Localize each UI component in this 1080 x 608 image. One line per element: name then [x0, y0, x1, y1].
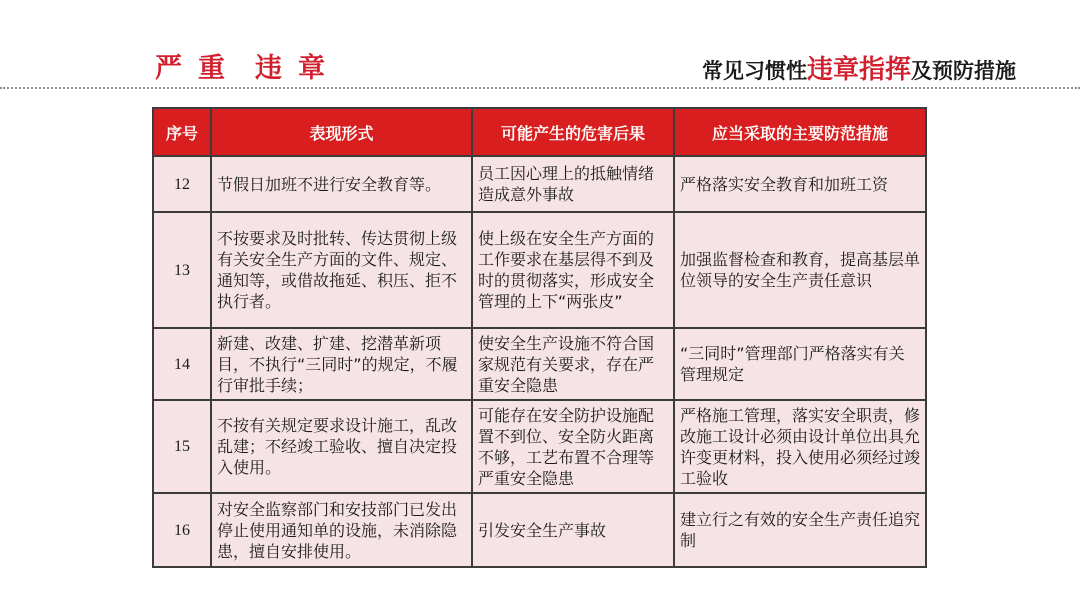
column-header-hazard: 可能产生的危害后果 — [472, 108, 674, 156]
table-row — [153, 156, 926, 212]
row-form: 对安全监察部门和安技部门已发出停止使用通知单的设施，未消除隐患，擅自安排使用。 — [211, 493, 472, 567]
header-divider — [0, 87, 1080, 89]
row-measure: 加强监督检查和教育，提高基层单位领导的安全生产责任意识 — [674, 212, 926, 328]
row-number: 13 — [153, 212, 211, 328]
row-hazard: 使安全生产设施不符合国家规范有关要求，存在严重安全隐患 — [472, 328, 674, 400]
row-hazard: 使上级在安全生产方面的工作要求在基层得不到及时的贯彻落实，形成安全管理的上下“两张皮” — [472, 212, 674, 328]
section-title-char: 严 — [155, 53, 184, 84]
column-header-number: 序号 — [153, 108, 211, 156]
row-hazard: 可能存在安全防护设施配置不到位、安全防火距离不够，工艺布置不合理等严重安全隐患 — [472, 400, 674, 493]
table-header-row — [153, 108, 926, 156]
row-number: 12 — [153, 156, 211, 212]
page-title — [702, 49, 1016, 86]
section-title — [155, 46, 327, 85]
row-hazard: 引发安全生产事故 — [472, 493, 674, 567]
page-title-highlight: 违章指挥 — [806, 55, 911, 85]
column-header-measure: 应当采取的主要防范措施 — [674, 108, 926, 156]
row-form: 不按有关规定要求设计施工，乱改乱建；不经竣工验收、擅自决定投入使用。 — [211, 400, 472, 493]
row-form: 新建、改建、扩建、挖潜革新项目，不执行“三同时”的规定，不履行审批手续； — [211, 328, 472, 400]
row-number: 15 — [153, 400, 211, 493]
page-title-suffix: 及预防措施 — [911, 59, 1016, 83]
table-row — [153, 328, 926, 400]
section-title-char: 违 — [255, 53, 284, 84]
table-row — [153, 212, 926, 328]
row-measure: 严格落实安全教育和加班工资 — [674, 156, 926, 212]
row-form: 不按要求及时批转、传达贯彻上级有关安全生产方面的文件、规定、通知等，或借故拖延、积压、拒不执行者。 — [211, 212, 472, 328]
column-header-form: 表现形式 — [211, 108, 472, 156]
row-measure: “三同时”管理部门严格落实有关管理规定 — [674, 328, 926, 400]
row-measure: 严格施工管理，落实安全职责，修改施工设计必须由设计单位出具允许变更材料，投入使用必须经过竣工验收 — [674, 400, 926, 493]
table-row — [153, 493, 926, 567]
row-form: 节假日加班不进行安全教育等。 — [211, 156, 472, 212]
section-title-char: 重 — [198, 53, 227, 84]
violations-table — [152, 107, 927, 568]
row-number: 14 — [153, 328, 211, 400]
section-title-char: 章 — [298, 53, 327, 84]
table-row — [153, 400, 926, 493]
row-hazard: 员工因心理上的抵触情绪造成意外事故 — [472, 156, 674, 212]
row-measure: 建立行之有效的安全生产责任追究制 — [674, 493, 926, 567]
page-title-prefix: 常见习惯性 — [701, 59, 807, 83]
row-number: 16 — [153, 493, 211, 567]
